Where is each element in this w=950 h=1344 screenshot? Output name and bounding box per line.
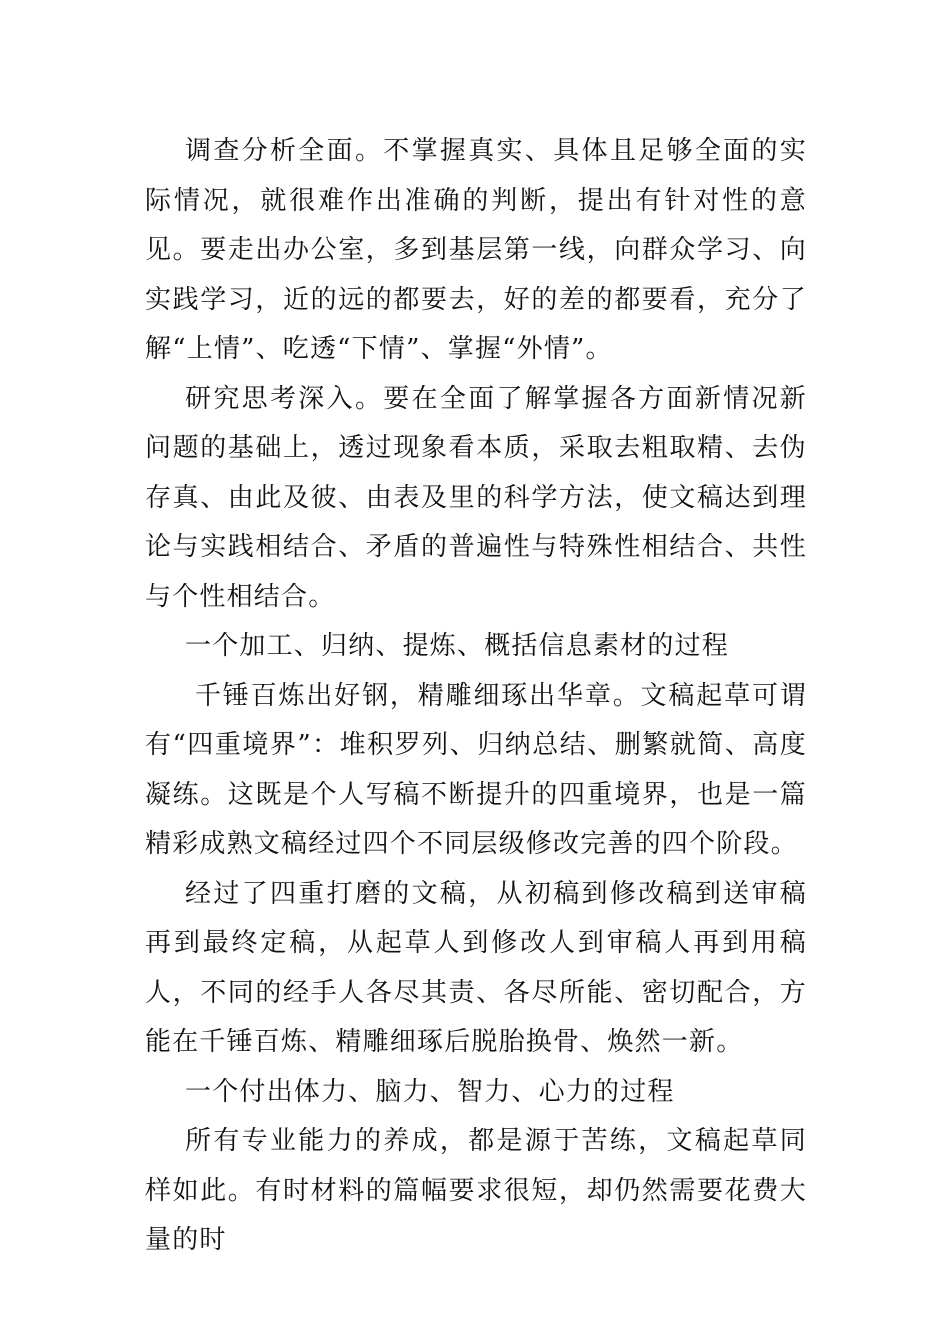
section-heading-processing: 一个加工、归纳、提炼、概括信息素材的过程	[185, 631, 730, 661]
document-body	[145, 127, 807, 1266]
paragraph-research: 研究思考深入。要在全面了解掌握各方面新情况新问题的基础上，透过现象看本质，采取去粗取精、去伪存真、由此及彼、由表及里的科学方法，使文稿达到理论与实践相结合、矛盾的普遍性与特殊性相结合、共性与个性相结合。	[145, 383, 807, 612]
paragraph-four-realms: 千锤百炼出好钢，精雕细琢出华章。文稿起草可谓有“四重境界”：堆积罗列、归纳总结、删繁就简、高度凝练。这既是个人写稿不断提升的四重境界，也是一篇精彩成熟文稿经过四个不同层级修改完善的四个阶段。	[145, 680, 807, 859]
section-heading-effort: 一个付出体力、脑力、智力、心力的过程	[185, 1076, 675, 1107]
paragraph-polishing: 经过了四重打磨的文稿，从初稿到修改稿到送审稿再到最终定稿，从起草人到修改人到审稿人再到用稿人，不同的经手人各尽其责、各尽所能、密切配合，方能在千锤百炼、精雕细琢后脱胎换骨、焕然一新。	[145, 878, 807, 1057]
paragraph-investigation: 调查分析全面。不掌握真实、具体且足够全面的实际情况，就很难作出准确的判断，提出有针对性的意见。要走出办公室，多到基层第一线，向群众学习、向实践学习，近的远的都要去，好的差的都要看，充分了解“上情”、吃透“下情”、掌握“外情”。	[145, 136, 807, 364]
paragraph-practice: 所有专业能力的养成，都是源于苦练，文稿起草同样如此。有时材料的篇幅要求很短，却仍然需要花费大量的时	[145, 1126, 807, 1255]
